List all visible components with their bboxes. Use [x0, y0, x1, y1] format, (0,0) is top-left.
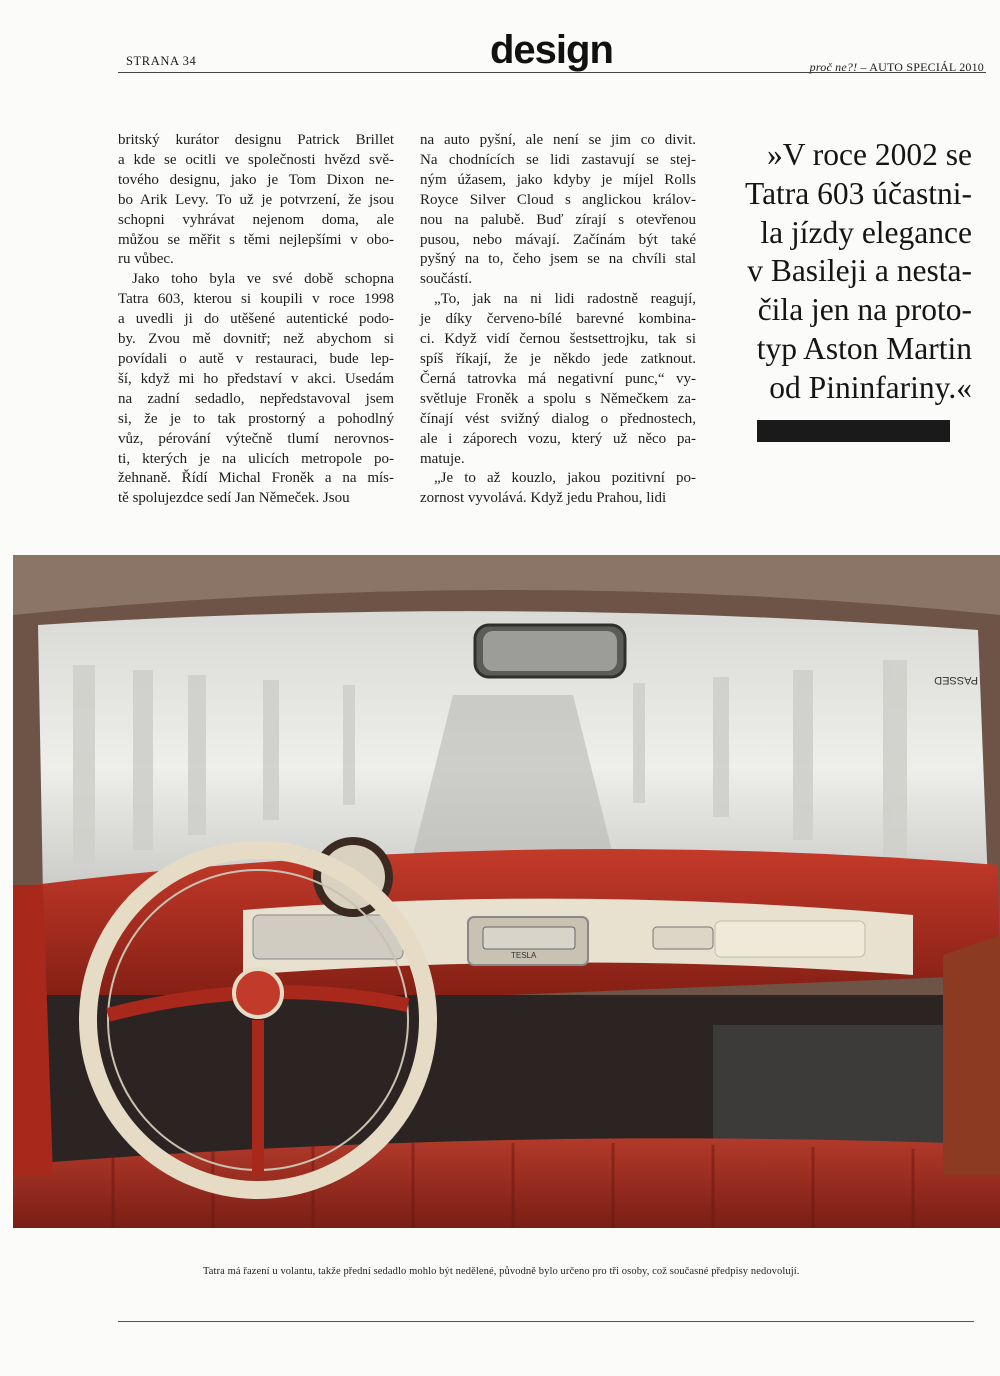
- text-line: v Basileji a nesta-: [747, 253, 972, 289]
- text-line: schopni vyhrávat nejenom doma, ale: [118, 211, 394, 228]
- text-line: Royce Silver Cloud s anglickou králov-: [420, 191, 696, 208]
- text-line: součástí.: [420, 271, 473, 288]
- text-line: Tatra 603, kterou si koupili v roce 1998: [118, 291, 394, 308]
- text-line: ti, kterých je na ulicích metropole po-: [118, 450, 394, 467]
- text-line: ru vůbec.: [118, 251, 174, 268]
- pull-quote-bar: [757, 420, 950, 442]
- text-line: by. Zvou mě dovnitř; než abychom si: [118, 331, 394, 348]
- text-line: »V roce 2002 se: [767, 137, 972, 172]
- paragraph: [420, 290, 696, 469]
- text-line: typ Aston Martin: [756, 330, 972, 366]
- text-line: matuje.: [420, 450, 465, 467]
- text-line: žehnaně. Řídí Michal Froněk a na mís-: [118, 470, 394, 487]
- text-line: Na chodnících se lidi zastavují se stej-: [420, 151, 696, 168]
- text-line: si, že je to tak prostorný a pohodlný: [118, 410, 394, 427]
- section-title: design: [490, 28, 613, 72]
- text-line: na zadní sedadlo, nepředstavoval jsem: [118, 390, 394, 407]
- magazine-title-italic: proč ne?!: [809, 60, 858, 74]
- text-line: pusou, nebo mávají. Začínám být také: [420, 231, 696, 248]
- text-line: spíš říkají, že je někdo jede zatknout.: [420, 350, 696, 367]
- magazine-title-rest: – AUTO SPECIÁL 2010: [857, 60, 984, 74]
- text-line: Jako toho byla ve své době schopna: [132, 271, 394, 288]
- photo-caption: Tatra má řazení u volantu, takže přední sedadlo mohlo být nedělené, původně bylo určeno pro tři osoby, což současné předpisy nedovolují.: [203, 1266, 800, 1277]
- text-line: světluje Froněk a spolu s Němečkem za-: [420, 390, 696, 407]
- text-line: zornost vyvolává. Když jedu Prahou, lidi: [420, 490, 667, 507]
- text-line: vůz, pérování výtečně tlumí nerovnos-: [118, 430, 394, 447]
- text-line: čila jen na proto-: [757, 292, 972, 328]
- text-line: tě spolujezdce sedí Jan Němeček. Jsou: [118, 490, 350, 507]
- text-line: na auto pyšní, ale není se jim co divit.: [420, 132, 696, 148]
- text-line: ným úžasem, jako kdyby je míjel Rolls: [420, 171, 696, 188]
- text-line: ci. Když vidí černou šestsettrojku, tak si: [420, 331, 696, 348]
- sticker-text: PASSED: [934, 674, 978, 686]
- text-line: pyšný na to, čeho jsem se na chvíli stal: [420, 251, 696, 268]
- text-line: povídali o autě v restauraci, bude lep-: [118, 350, 394, 367]
- footer-rule: [118, 1321, 974, 1322]
- page-number: STRANA 34: [126, 54, 197, 68]
- text-line: ale i záporech vozu, který už něco pa-: [420, 430, 696, 447]
- text-line: ší, když mi ho představí v akci. Usedám: [118, 370, 394, 387]
- text-line: Černá tatrovka má negativní punc,“ vy-: [420, 370, 696, 387]
- text-line: „Je to až kouzlo, jakou pozitivní po-: [434, 470, 696, 487]
- text-line: britský kurátor designu Patrick Brillet: [118, 132, 394, 148]
- paragraph: [118, 131, 394, 270]
- car-interior-photo: [13, 555, 1000, 1228]
- article-column-1: [118, 131, 394, 509]
- text-line: a uvedli ji do utěšené autentické podo-: [118, 311, 394, 328]
- radio-label: TESLA: [511, 951, 537, 960]
- text-line: la jízdy elegance: [760, 214, 972, 250]
- text-line: je díky červeno-bílé barevné kombina-: [420, 311, 696, 328]
- text-line: tového designu, jako je Tom Dixon ne-: [118, 171, 394, 188]
- text-line: Tatra 603 účastni-: [745, 175, 972, 211]
- paragraph: [118, 270, 394, 509]
- paragraph: [420, 469, 696, 509]
- text-line: a kde se ocitli ve společnosti hvězd svě-: [118, 151, 394, 168]
- pull-quote: [722, 136, 972, 408]
- text-line: od Pininfariny.«: [769, 369, 972, 405]
- text-line: můžou se měřit s těmi nejlepšími v obo-: [118, 231, 394, 248]
- text-line: nou na palubě. Buď zírají s otevřenou: [420, 211, 696, 228]
- article-column-2: [420, 131, 696, 509]
- text-line: bo Arik Levy. To už je potvrzení, že jsou: [118, 191, 394, 208]
- paragraph: [420, 131, 696, 290]
- header-rule: [118, 72, 986, 73]
- text-line: „To, jak na ni lidi radostně reagují,: [434, 291, 696, 308]
- text-line: čínají vést svižný dialog o přednostech,: [420, 410, 696, 427]
